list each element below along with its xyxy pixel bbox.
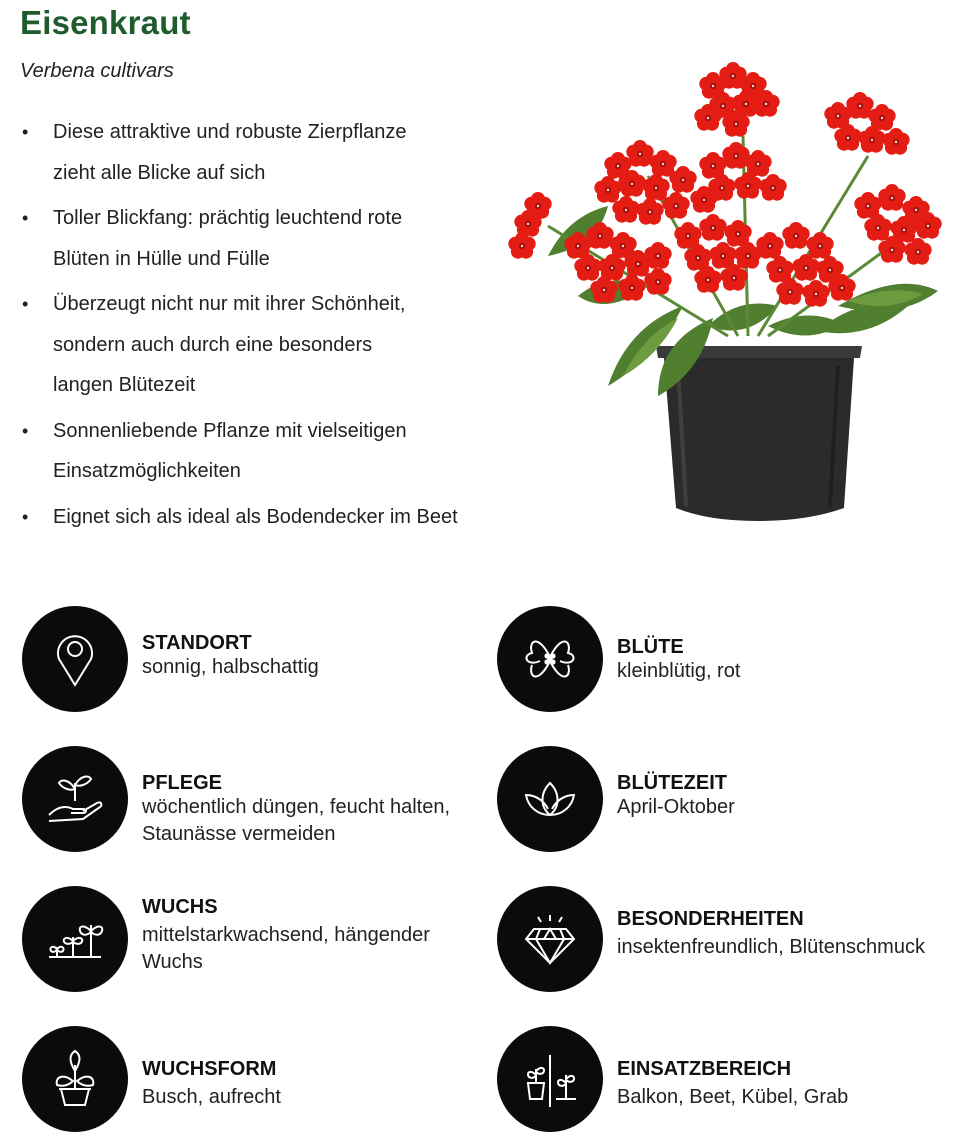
bullet-line: Blüten in Hülle und Fülle (53, 247, 270, 270)
feature-value: insektenfreundlich, Blütenschmuck (617, 936, 925, 958)
feature-wuchsform (22, 1026, 482, 1134)
diamond-icon (497, 886, 603, 992)
location-pin-icon (22, 606, 128, 712)
bullet-line: Überzeugt nicht nur mit ihrer Schönheit, (53, 293, 406, 315)
bullet-item (18, 497, 498, 538)
bullet-item (18, 112, 498, 193)
feature-besonderheiten (497, 886, 957, 994)
bullet-line: Eignet sich als ideal als Bodendecker im Beet (53, 505, 458, 528)
feature-standort (22, 606, 482, 714)
feature-value: Balkon, Beet, Kübel, Grab (617, 1086, 849, 1108)
feature-label: BLÜTE (617, 636, 684, 658)
bullet-line: Diese attraktive und robuste Zierpflanze (53, 121, 407, 143)
feature-bullet-list (18, 112, 498, 537)
feature-label: BLÜTEZEIT (617, 772, 727, 794)
feature-value: kleinblütig, rot (617, 660, 741, 682)
growth-sprouts-icon (22, 886, 128, 992)
potted-plant-icon (22, 1026, 128, 1132)
latin-name: Verbena cultivars (20, 60, 174, 82)
feature-label: STANDORT (142, 632, 252, 654)
feature-label: PFLEGE (142, 772, 223, 794)
hand-seedling-icon (22, 746, 128, 852)
feature-value: mittelstarkwachsend, hängender Wuchs (142, 924, 430, 973)
bullet-line: langen Blütezeit (53, 374, 196, 396)
feature-value: April-Oktober (617, 796, 735, 818)
bullet-line: Toller Blickfang: prächtig leuchtend rote (53, 207, 403, 229)
feature-value: wöchentlich düngen, feucht halten, Staunässe vermeiden (142, 796, 450, 845)
feature-wuchs (22, 886, 482, 994)
feature-bluete (497, 606, 957, 714)
feature-value: sonnig, halbschattig (142, 656, 319, 678)
bullet-line: zieht alle Blicke auf sich (53, 161, 266, 184)
feature-label: BESONDERHEITEN (617, 908, 804, 930)
feature-label: WUCHSFORM (142, 1058, 277, 1080)
bullet-line: Einsatzmöglichkeiten (53, 460, 241, 482)
feature-bluetezeit (497, 746, 957, 854)
bullet-item (18, 198, 498, 279)
verbena-plant-image (508, 56, 956, 528)
bullet-line: Sonnenliebende Pflanze mit vielseitigen (53, 419, 407, 442)
feature-value: Busch, aufrecht (142, 1086, 281, 1108)
feature-pflege (22, 746, 482, 854)
feature-label: WUCHS (142, 896, 218, 918)
feature-einsatzbereich (497, 1026, 957, 1134)
feature-label: EINSATZBEREICH (617, 1058, 792, 1080)
bullet-item (18, 284, 498, 406)
flower-icon (497, 606, 603, 712)
bullet-item (18, 411, 498, 492)
lotus-icon (497, 746, 603, 852)
pot-and-garden-icon (497, 1026, 603, 1132)
page-title: Eisenkraut (20, 4, 191, 41)
bullet-line: sondern auch durch eine besonders (53, 333, 373, 356)
